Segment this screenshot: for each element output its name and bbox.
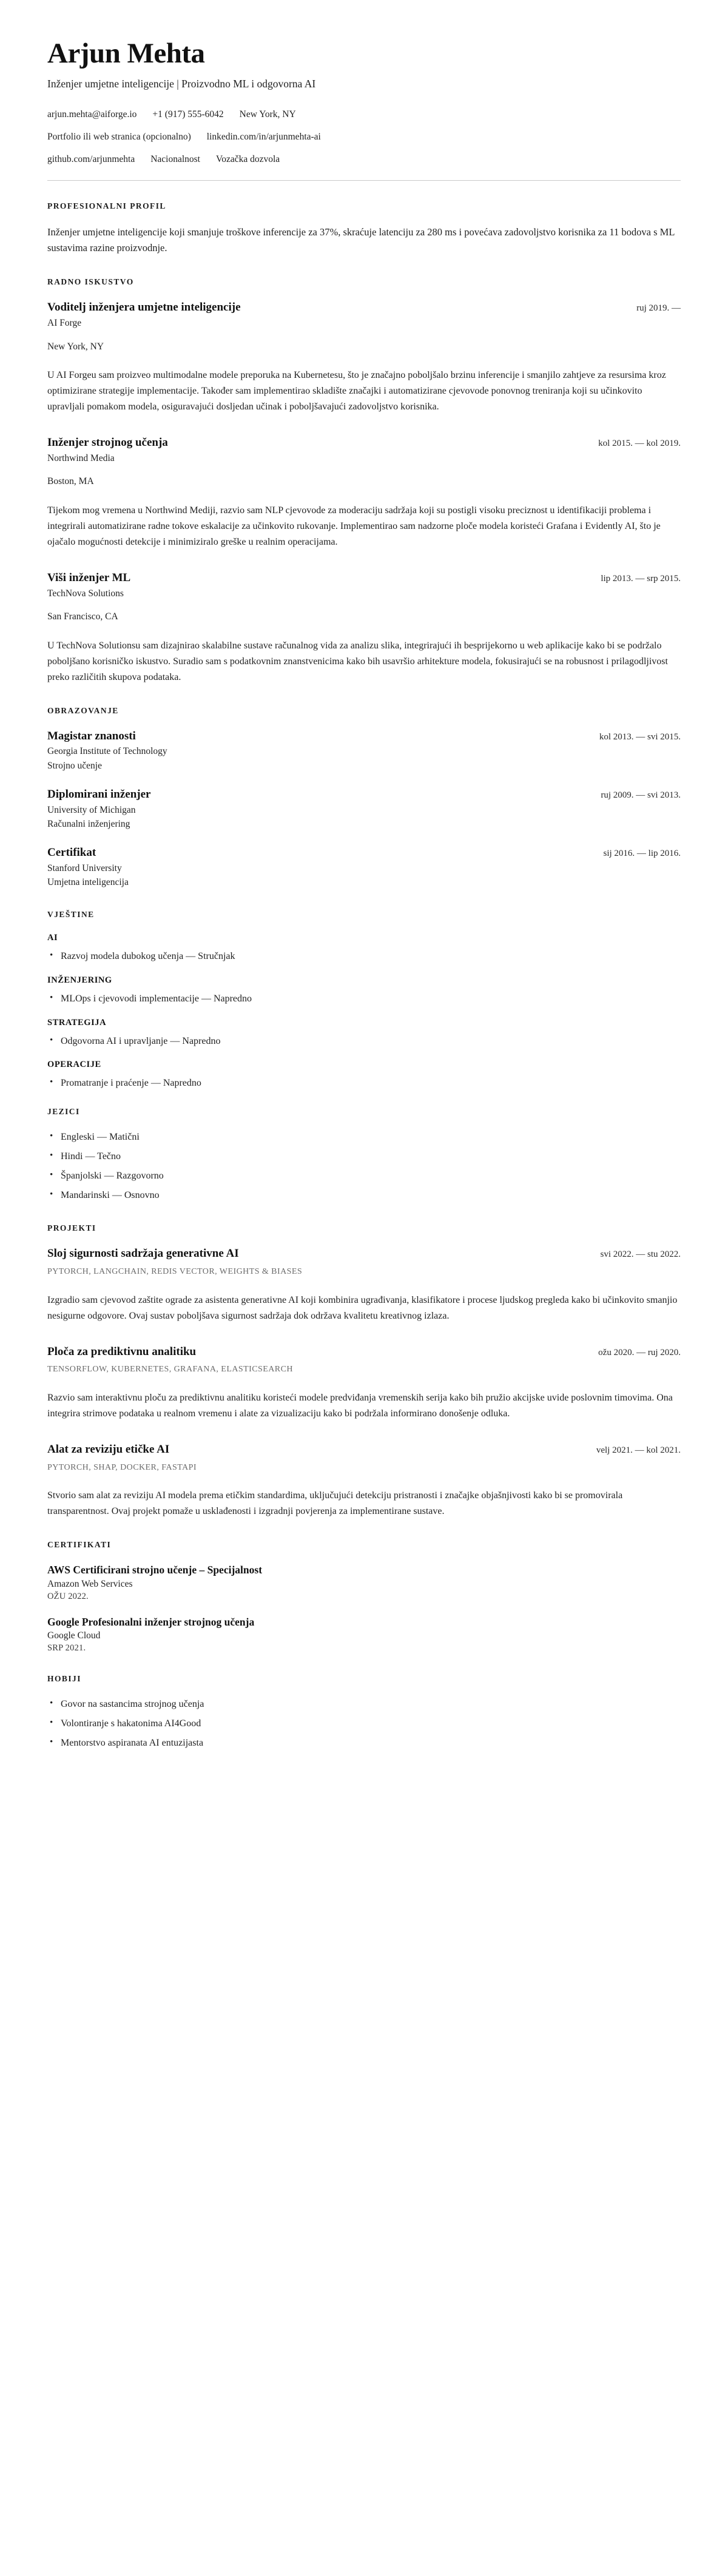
contact-item[interactable]: Nacionalnost [150,154,200,165]
projects-list [47,1246,681,1519]
education-list [47,729,681,889]
project-name: Sloj sigurnosti sadržaja generativne AI [47,1247,239,1260]
contact-item[interactable]: +1 (917) 555-6042 [152,109,224,119]
job-company: AI Forge [47,317,82,328]
hobbies-list [47,1697,681,1750]
languages-block [47,1107,681,1203]
summary-text: Inženjer umjetne inteligencije koji smanjuje troškove inferencije za 37%, skraćuje latenciju za 280 ms i povećava zadovoljstvo korisnika za 11 bodova s ML sustavima razine proizvodnje. [47,226,675,254]
job-date: lip 2013. — srp 2015. [601,573,681,583]
certificate-entry [47,1563,681,1602]
resume-header [47,39,681,181]
project-entry [47,1442,681,1519]
language-item: • Engleski — Matični [47,1130,681,1145]
experience-entry [47,300,681,415]
skill-group [47,975,681,1007]
entry-header [47,787,681,802]
entry-header [47,435,681,450]
skill-item: • Razvoj modela dubokog učenja — Stručnjak [47,949,681,964]
job-location: Boston, MA [47,476,94,487]
contact-item[interactable]: arjun.mehta@aiforge.io [47,109,137,119]
certificate-name: Google Profesionalni inženjer strojnog učenja [47,1615,255,1628]
certificate-entry [47,1615,681,1654]
certificate-date: SRP 2021. [47,1643,86,1653]
skill-items [47,992,681,1007]
project-name: Alat za reviziju etičke AI [47,1442,170,1456]
section-title-languages: JEZICI [47,1107,80,1117]
contact-item[interactable]: Portfolio ili web stranica (opcionalno) [47,132,191,143]
certificate-issuer: Google Cloud [47,1630,101,1641]
section-title-hobbies: HOBIJI [47,1674,81,1684]
entry-header [47,846,681,860]
skill-group [47,1060,681,1091]
skill-item: • MLOps i cjevovodi implementacije — Napredno [47,992,681,1007]
job-location: San Francisco, CA [47,611,118,622]
contact-block [47,107,681,167]
degree-name: Diplomirani inženjer [47,787,151,801]
contact-item[interactable]: New York, NY [239,109,296,119]
section-title-skills: VJEŠTINE [47,910,95,920]
field-of-study: Računalni inženjering [47,819,130,830]
school-name: Stanford University [47,863,122,873]
contact-row [47,152,681,166]
degree-date: sij 2016. — lip 2016. [603,848,681,858]
contact-item[interactable]: Vozačka dozvola [216,154,280,165]
job-description: Tijekom mog vremena u Northwind Mediji, razvio sam NLP cjevovode za moderaciju sadržaja koji su postigli visoku preciznost u identifikaciji problema i integrirali automatizirane radne tokove eskalacije za učinkovito rukovanje. Implementirao sam nadzorne ploče modela koristeći Grafana i Evidently AI, što je ojačalo mogućnosti detekcije i minimiziralo greške u realnim operacijama. [47,505,661,547]
contact-item[interactable]: github.com/arjunmehta [47,154,135,165]
language-item: • Mandarinski — Osnovno [47,1188,681,1203]
project-date: velj 2021. — kol 2021. [596,1445,681,1455]
project-description: Izgradio sam cjevovod zaštite ograde za asistenta generativne AI koji kombinira ugrađivanja, klasifikatore i procese ljudskog pregleda kako bi učinkovito smanjio nesigurne odgovore. Ovaj sustav poboljšava sigurnost sadržaja dok održava kvalitetu kreativnog izlaza. [47,1294,678,1321]
job-description: U TechNova Solutionsu sam dizajnirao skalabilne sustave računalnog vida za analizu slika, integrirajući ih besprijekorno u web aplikacije kako bi se podržalo poboljšano korisničko iskustvo. Suradio sam s podatkovnim znanstvenicima kako bih usavršio arhitekture modela, fokusirajući se na robusnost i prilagodljivost preko različitih skupova podataka. [47,640,668,682]
skill-category: INŽENJERING [47,975,112,985]
degree-name: Magistar znanosti [47,729,136,742]
job-location: New York, NY [47,341,104,352]
skill-category: AI [47,933,58,943]
skill-category: STRATEGIJA [47,1017,107,1027]
project-tech-stack: PYTORCH, SHAP, DOCKER, FASTAPI [47,1462,197,1472]
contact-row [47,107,681,121]
education-entry [47,729,681,773]
skill-items [47,949,681,964]
hobby-item: • Volontiranje s hakatonima AI4Good [47,1717,681,1732]
skill-item: • Promatranje i praćenje — Napredno [47,1076,681,1091]
contact-item[interactable]: linkedin.com/in/arjunmehta-ai [206,132,321,143]
project-name: Ploča za prediktivnu analitiku [47,1345,197,1358]
section-certificates [47,1540,681,1654]
languages-list [47,1130,681,1203]
section-projects [47,1223,681,1519]
section-title-certificates: CERTIFIKATI [47,1539,112,1549]
degree-date: kol 2013. — svi 2015. [599,731,681,742]
degree-date: ruj 2009. — svi 2013. [601,790,681,800]
hobby-item: • Govor na sastancima strojnog učenja [47,1697,681,1712]
section-title-projects: PROJEKTI [47,1223,96,1233]
job-title: Voditelj inženjera umjetne inteligencije [47,301,241,314]
job-description: U AI Forgeu sam proizveo multimodalne modele preporuka na Kubernetesu, što je značajno poboljšalo brzinu inferencije i smanjilo zahtjeve za resursima kroz optimizirane strategije implementacije. Također sam implementirao skladište značajki i automatizirane cjevovode ponovnog treniranja koji su učinkovito upravljali pomakom modela, osiguravajući dosljedan učinak i poboljšavajući zadovoljstvo korisnika. [47,370,666,412]
certificates-list [47,1563,681,1654]
field-of-study: Umjetna inteligencija [47,877,129,888]
job-title: Inženjer strojnog učenja [47,436,168,449]
section-summary [47,201,681,257]
experience-list [47,300,681,685]
job-date: kol 2015. — kol 2019. [598,439,681,448]
entry-header [47,571,681,585]
hobby-item: • Mentorstvo aspiranata AI entuzijasta [47,1736,681,1751]
language-item: • Španjolski — Razgovorno [47,1169,681,1184]
skill-category: OPERACIJE [47,1060,101,1070]
job-title: Viši inženjer ML [47,571,131,584]
section-title-summary: PROFESIONALNI PROFIL [47,201,166,210]
contact-row [47,130,681,144]
certificate-name: AWS Certificirani strojno učenje – Specijalnost [47,1563,263,1576]
entry-header [47,1442,681,1457]
skill-items [47,1034,681,1049]
project-tech-stack: PYTORCH, LANGCHAIN, REDIS VECTOR, WEIGHTS & BIASES [47,1267,303,1277]
section-title-education: OBRAZOVANJE [47,705,119,715]
education-entry [47,846,681,889]
job-date: ruj 2019. — [636,303,681,314]
header-divider [47,180,681,181]
skill-group [47,1018,681,1049]
project-description: Stvorio sam alat za reviziju AI modela prema etičkim standardima, uključujući detekciju pristranosti i značajke objašnjivosti kako bi se promovirala transparentnost. Ovaj projekt pomaže u usklađenosti i izgradnji povjerenja za implementirane sustave. [47,1490,623,1516]
language-item: • Hindi — Tečno [47,1149,681,1165]
section-experience [47,277,681,685]
skill-items [47,1076,681,1091]
section-education [47,706,681,889]
project-tech-stack: TENSORFLOW, KUBERNETES, GRAFANA, ELASTICSEARCH [47,1365,293,1374]
entry-header [47,729,681,744]
field-of-study: Strojno učenje [47,761,102,772]
section-hobbies [47,1674,681,1750]
project-description: Razvio sam interaktivnu ploču za prediktivnu analitiku koristeći modele predviđanja vremenskih serija kako bih pružio akcijske uvide poslovnim timovima. Ona integrira strimove podataka u realnom vremenu i alate za vizualizaciju kako bi podržala informirano donošenje odluka. [47,1392,673,1419]
entry-header [47,1345,681,1359]
skills-list [47,933,681,1091]
entry-header [47,300,681,315]
school-name: University of Michigan [47,804,136,815]
experience-entry [47,571,681,685]
candidate-headline: Inženjer umjetne inteligencije | Proizvodno ML i odgovorna AI [47,78,316,90]
job-company: Northwind Media [47,452,115,463]
section-title-experience: RADNO ISKUSTVO [47,277,134,287]
certificate-issuer: Amazon Web Services [47,1578,133,1589]
education-entry [47,787,681,831]
section-skills [47,910,681,1203]
project-entry [47,1246,681,1323]
skill-group [47,933,681,964]
experience-entry [47,435,681,550]
project-date: svi 2022. — stu 2022. [600,1249,681,1260]
skill-item: • Odgovorna AI i upravljanje — Napredno [47,1034,681,1049]
project-date: ožu 2020. — ruj 2020. [598,1347,681,1357]
entry-header [47,1246,681,1261]
candidate-name: Arjun Mehta [47,38,205,69]
certificate-date: OŽU 2022. [47,1591,89,1601]
job-company: TechNova Solutions [47,588,124,599]
degree-name: Certifikat [47,846,96,859]
school-name: Georgia Institute of Technology [47,746,167,757]
project-entry [47,1345,681,1422]
